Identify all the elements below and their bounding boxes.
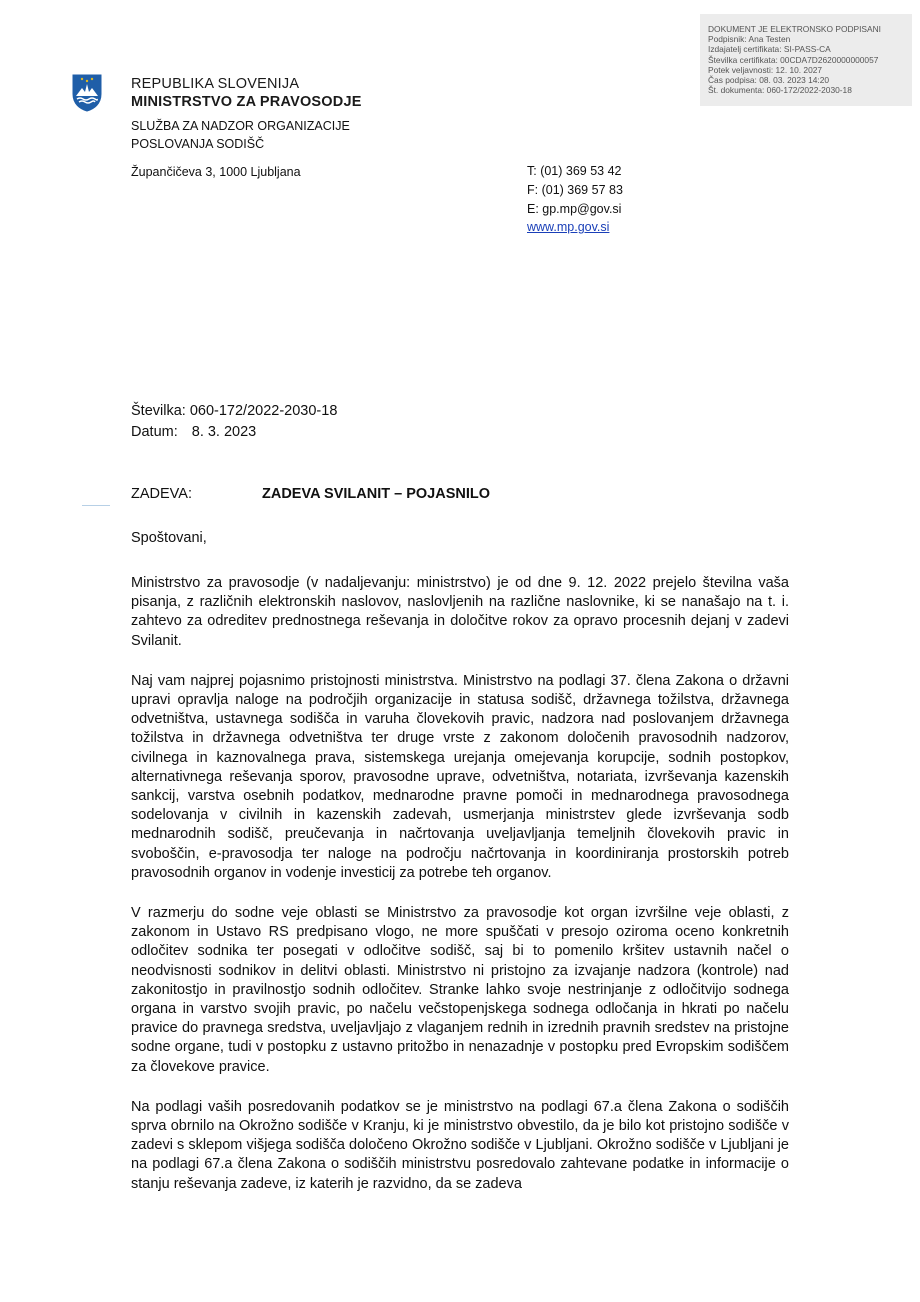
- postal-address: Župančičeva 3, 1000 Ljubljana: [131, 165, 301, 179]
- greeting: Spoštovani,: [131, 530, 207, 546]
- signature-line: Izdajatelj certifikata: SI-PASS-CA: [708, 44, 831, 55]
- document-date-label: Datum:: [131, 424, 178, 440]
- signature-line: Potek veljavnosti: 12. 10. 2027: [708, 64, 823, 75]
- republic-name: REPUBLIKA SLOVENIJA: [131, 76, 300, 92]
- margin-mark: [82, 505, 110, 506]
- signature-line: DOKUMENT JE ELEKTRONSKO PODPISANI: [708, 24, 881, 34]
- body-paragraph: V razmerju do sodne veje oblasti se Ministrstvo za pravosodje kot organ izvršilne veje oblasti, z zakonom in Ustavo RS predpisano vlogo, ne more spuščati v presojo oziroma oceno konkretnih odločitev sodnika ter posegati v odločitve sodišč, saj bi to pomenilo kršitev ustavnih načel o neodvisnosti sodnikov in delitvi oblasti. Ministrstvo ni pristojno za izvajanje nadzora (kontrole) nad zakonitostjo in pravilnostjo sodnih odločitev. Stranke lahko svoje nestrinjanje z odločitvijo sodnega organa in varstvo svojih pravic, po načelu večstopenjskega sodnega odločanja in hkrati po načelu pravice do pravnega sredstva, uveljavljajo z vlaganjem rednih in izrednih pravnih sredstev na pristojne sodne organe, tudi v postopku z ustavno pritožbo in nenazadnje v postopku pred Evropskim sodiščem za človekove pravice.: [131, 905, 789, 1075]
- website-link[interactable]: www.mp.gov.si: [527, 220, 610, 235]
- body-paragraph: Ministrstvo za pravosodje (v nadaljevanju: ministrstvo) je od dne 9. 12. 2022 prejelo številna vaša pisanja, z različnih elektronskih naslovov, naslovljenih na različne naslovnike, ki se nanašajo na t. i. zahtevo za odreditev prednostnega reševanja in določitve rokov za opravo procesnih dejanj v zadevi Svilanit.: [131, 575, 789, 649]
- subject-line: [131, 486, 490, 502]
- ministry-name: MINISTRSTVO ZA PRAVOSODJE: [131, 94, 362, 110]
- phone-number: T: (01) 369 53 42: [527, 164, 622, 178]
- document-number-value: 060-172/2022-2030-18: [189, 403, 338, 419]
- document-date-row: [131, 422, 337, 443]
- slovenia-crest-icon: [72, 74, 102, 112]
- service-name-line1: SLUŽBA ZA NADZOR ORGANIZACIJE: [131, 119, 350, 133]
- signature-line: Št. dokumenta: 060-172/2022-2030-18: [708, 85, 852, 96]
- signature-line: Čas podpisa: 08. 03. 2023 14:20: [708, 75, 830, 86]
- body-paragraph: Naj vam najprej pojasnimo pristojnosti ministrstva. Ministrstvo na podlagi 37. člena Zakona o državni upravi opravlja naloge na področjih organizacije in statusa sodišč, državnega tožilstva, državnega odvetništva, ustavnega sodišča in varuha človekovih pravic, nadzora nad poslovanjem državnega tožilstva in državnega odvetništva ter druge vrste z zakonom določenih pravosodnih nadzorov, civilnega in kaznovalnega prava, sistemskega urejanja omejevanja korupcije, sodnih postopkov, alternativnega reševanja sporov, pravosodne uprave, odvetništva, notariata, izvrševanja kazenskih sankcij, varstva osebnih podatkov, mednarodne pravne pomoči in mednarodnega pravosodnega sodelovanja v civilnih in kazenskih zadevah, usmerjanja ministrstev glede izvrševanja sodb mednarodnih sodišč, preučevanja in načrtovanja uveljavljanja temeljnih človekovih pravic in svoboščin, e-pravosodja ter naloge na področju načrtovanja in koordiniranja prostorskih potreb pravosodnih organov in vodenje investicij za potrebe teh organov.: [131, 672, 789, 881]
- reference-block: [131, 401, 337, 443]
- subject-title: ZADEVA SVILANIT – POJASNILO: [262, 486, 490, 502]
- document-date-value: 8. 3. 2023: [191, 424, 257, 440]
- subject-label: ZADEVA:: [131, 486, 192, 502]
- contact-block: [527, 162, 623, 237]
- email-address: E: gp.mp@gov.si: [527, 201, 622, 216]
- signature-line: Podpisnik: Ana Testen: [708, 34, 791, 45]
- signature-line: Številka certifikata: 00CDA7D2620000000057: [708, 54, 879, 65]
- service-name-line2: POSLOVANJA SODIŠČ: [131, 137, 265, 151]
- body-paragraph: Na podlagi vaših posredovanih podatkov se je ministrstvo na podlagi 67.a člena Zakona o sodiščih sprva obrnilo na Okrožno sodišče v Kranju, ki je ministrstvo obvestilo, da je bilo kot pristojno sodišče v zadevi s sklepom višjega sodišča določeno Okrožno sodišče v Ljubljani. Okrožno sodišče v Ljubljani je na podlagi 67.a člena Zakona o sodiščih ministrstvu posredovalo zahtevane podatke in informacije o stanju reševanja zadeve, iz katerih je razvidno, da se zadeva: [131, 1098, 789, 1192]
- document-number-label: Številka:: [131, 403, 186, 419]
- fax-number: F: (01) 369 57 83: [527, 182, 623, 197]
- electronic-signature-box: [700, 14, 912, 106]
- letter-body: [131, 574, 789, 1215]
- document-number-row: [131, 401, 337, 422]
